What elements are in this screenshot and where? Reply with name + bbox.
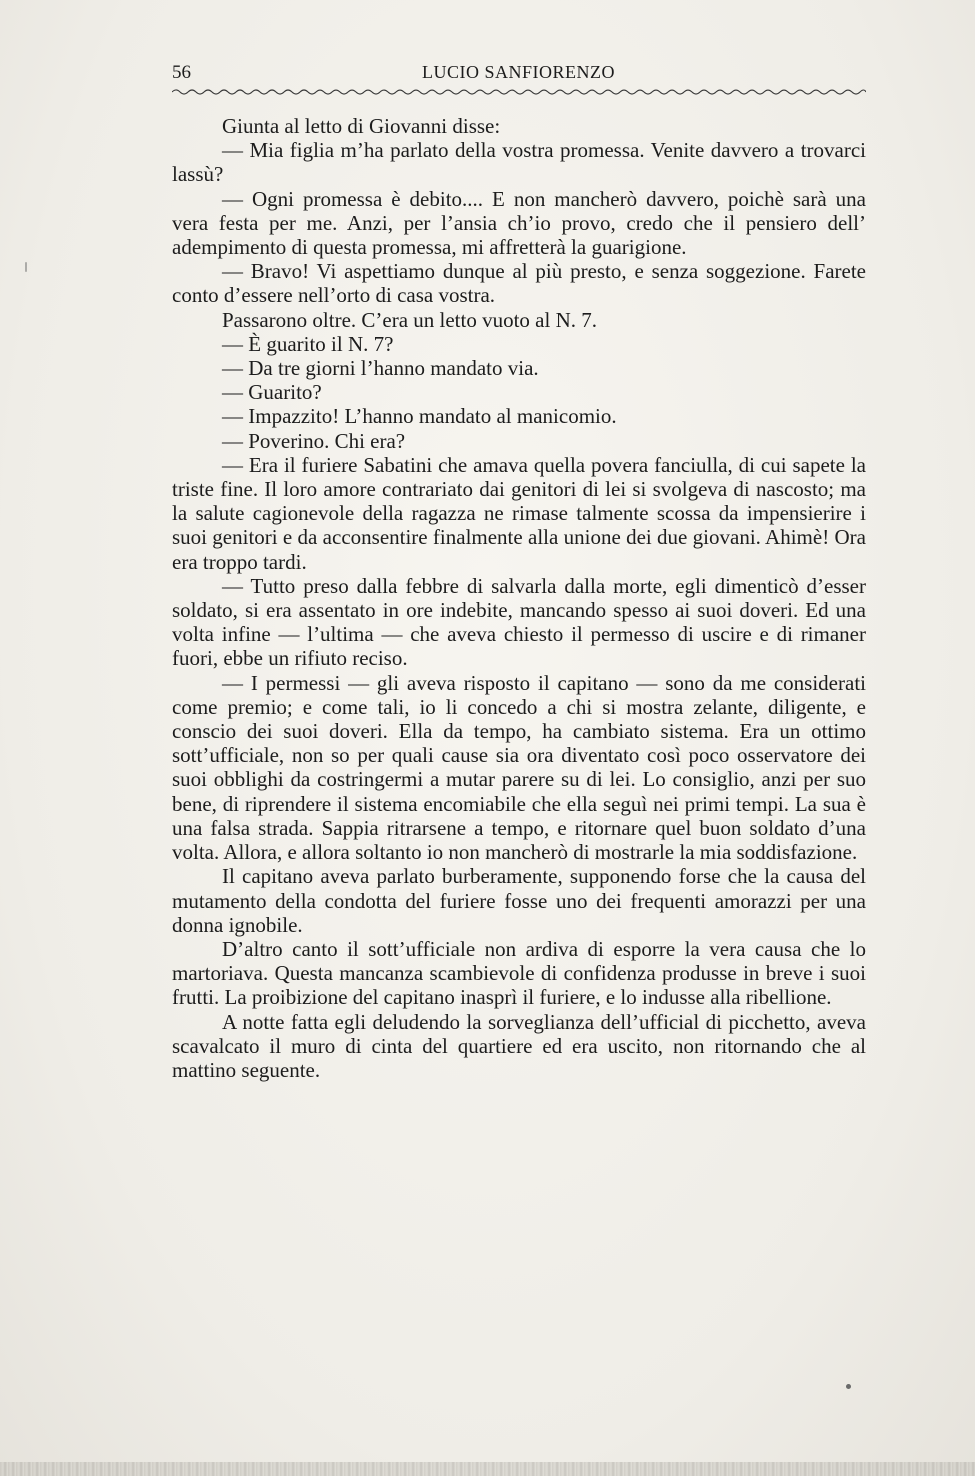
paper-speck: [846, 1384, 851, 1389]
paragraph: Il capitano aveva parlato burberamente, supponendo forse che la causa del mutamento della condotta del furiere fosse uno dei frequenti amorazzi per una donna ignobile.: [172, 864, 866, 937]
paper-speck: [25, 262, 27, 272]
paragraph: Giunta al letto di Giovanni disse:: [222, 114, 501, 138]
paragraph: D’altro canto il sott’ufficiale non ardiva di esporre la vera causa che lo martoriava. Questa mancanza scambievole di confidenza produsse in breve i suoi frutti. La proibizione del capitano inasprì il furiere, e lo indusse alla ribellione.: [172, 936, 866, 1010]
page-number: 56: [172, 62, 191, 83]
paragraph: — Ogni promessa è debito.... E non mancherò davvero, poichè sarà una vera festa per me. Anzi, per l’ansia ch’io provo, credo che il pensiero dell’ adempimento di questa promessa, mi affretterà la guarigione.: [172, 186, 866, 260]
paragraph: — Poverino. Chi era?: [222, 428, 406, 453]
scan-edge: [0, 1462, 975, 1476]
paragraph: — Guarito?: [222, 380, 322, 405]
body-text: [172, 114, 866, 1082]
running-head: LUCIO SANFIORENZO: [422, 62, 615, 82]
paragraph: — Mia figlia m’ha parlato della vostra promessa. Venite davvero a trovarci lassù?: [172, 138, 866, 187]
paragraph: — Impazzito! L’hanno mandato al manicomio.: [222, 404, 617, 429]
paragraph: — I permessi — gli aveva risposto il capitano — sono da me considerati come premio; e come tali, io li concedo a chi si mostra zelante, diligente, e conscio dei suoi doveri. Ella da tempo, ha cambiato sistema. Era un ottimo sott’ufficiale, non so per quali cause sia ora diventato così poco osservatore dei suoi obblighi da costringermi a mutar parere su di lei. Lo consiglio, anzi per suo bene, di riprendere il sistema encomiabile che ella seguì nei primi tempi. La sua è una falsa strada. Sappia ritrarsene a tempo, e ritornare quel buon soldato d’una volta. Allora, e allora soltanto io non mancherò di mostrarle la mia soddisfazione.: [172, 670, 866, 865]
paragraph: — Da tre giorni l’hanno mandato via.: [222, 356, 539, 381]
paragraph: — Bravo! Vi aspettiamo dunque al più presto, e senza soggezione. Farete conto d’essere nell’orto di casa vostra.: [172, 259, 866, 308]
paragraph: — Era il furiere Sabatini che amava quella povera fanciulla, di cui sapete la triste fine. Il loro amore contrariato dai genitori di lei si svolgeva di nascosto; ma la salute cagionevole della ragazza ne rimase talmente scossa da impensierire i suoi genitori e da acconsentire finalmente alla unione dei due giovani. Ahimè! Ora era troppo tardi.: [172, 452, 866, 574]
decorative-wavy-rule: [172, 84, 866, 96]
paragraph: — È guarito il N. 7?: [222, 331, 394, 356]
paragraph: — Tutto preso dalla febbre di salvarla dalla morte, egli dimenticò d’esser soldato, si era assentato in ore indebite, mancando spesso ai suoi doveri. Ed una volta infine — l’ultima — che aveva chiesto il permesso di uscire e di rimaner fuori, ebbe un rifiuto reciso.: [172, 573, 866, 671]
paragraph: A notte fatta egli deludendo la sorveglianza dell’ufficial di picchetto, aveva scavalcato il muro di cinta del quartiere ed era uscito, non ritornando che al mattino seguente.: [172, 1009, 866, 1082]
paragraph: Passarono oltre. C’era un letto vuoto al N. 7.: [222, 307, 598, 332]
